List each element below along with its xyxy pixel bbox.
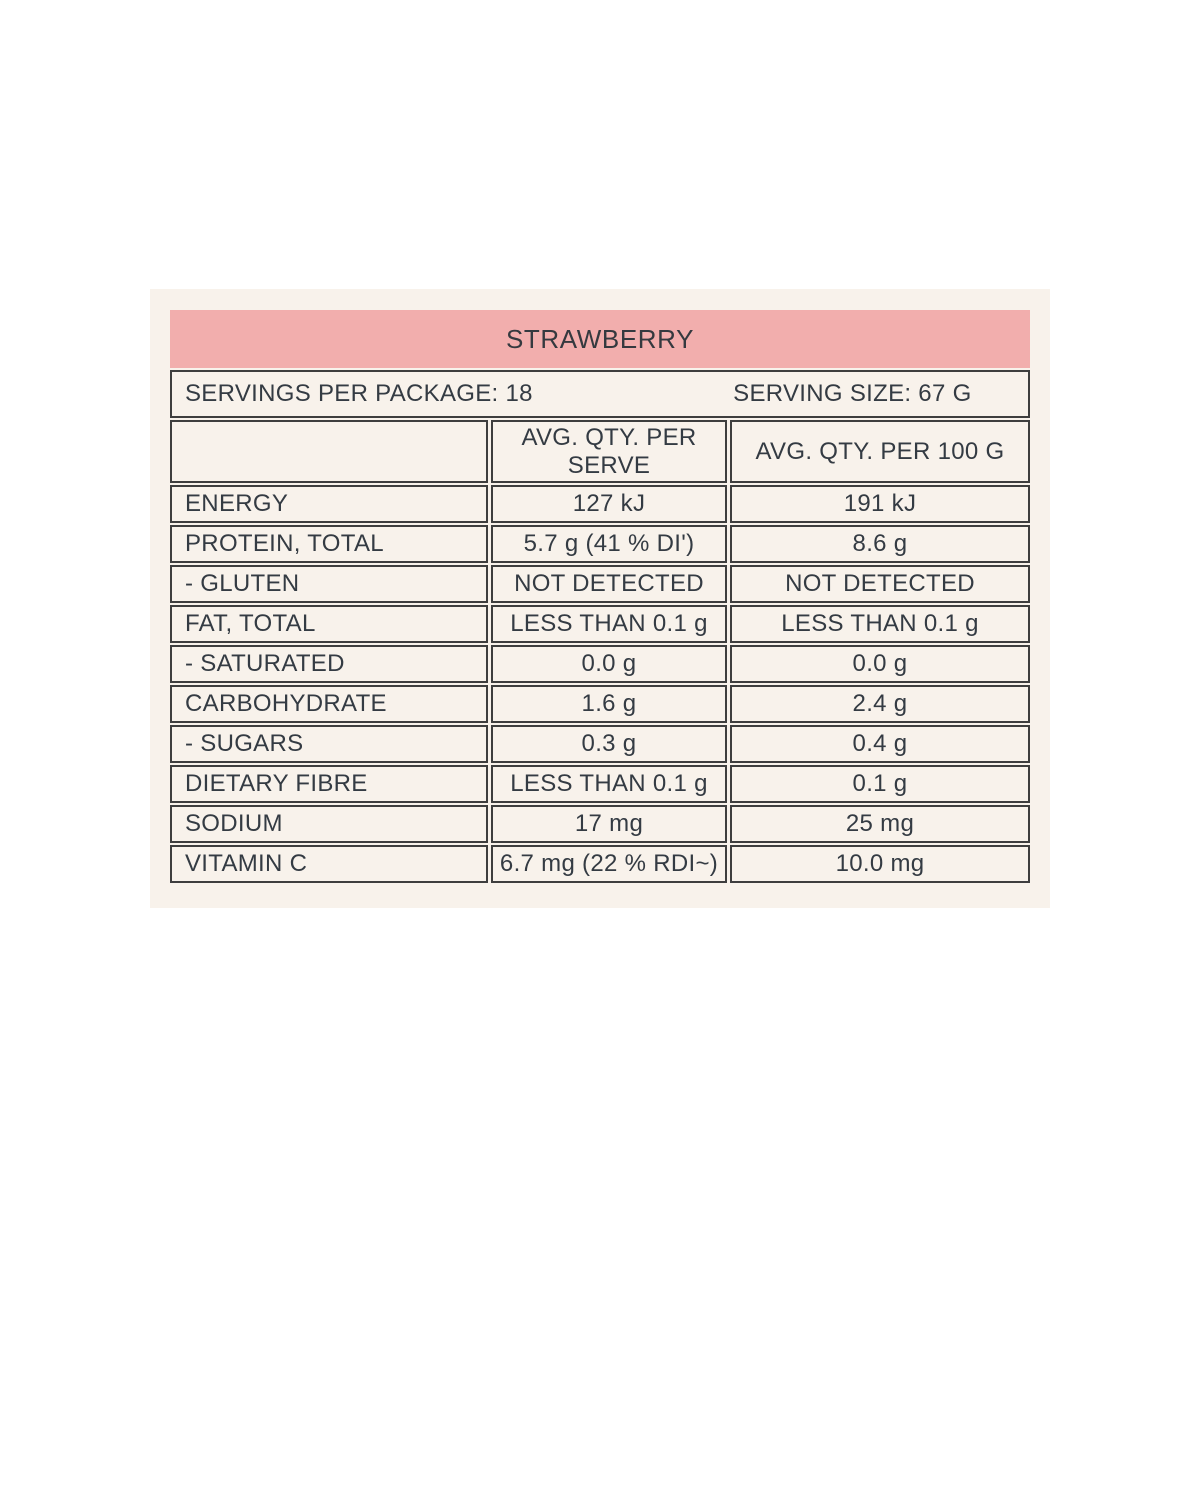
nutrient-value-per-100g: 0.4 g (730, 725, 1030, 763)
nutrition-table (170, 420, 1030, 883)
nutrient-label: CARBOHYDRATE (170, 685, 488, 723)
nutrient-value-per-serve: 127 kJ (491, 485, 727, 523)
nutrient-value-per-serve: 0.0 g (491, 645, 727, 683)
nutrient-label: DIETARY FIBRE (170, 765, 488, 803)
column-header-nutrient (170, 420, 488, 483)
flavor-title: STRAWBERRY (505, 323, 695, 354)
flavor-title-band (170, 310, 1030, 368)
nutrient-value-per-100g: 25 mg (730, 805, 1030, 843)
nutrient-value-per-100g: 0.1 g (730, 765, 1030, 803)
nutrient-value-per-serve: 0.3 g (491, 725, 727, 763)
nutrient-value-per-100g: NOT DETECTED (730, 565, 1030, 603)
nutrient-value-per-serve: 1.6 g (491, 685, 727, 723)
nutrient-label: - SUGARS (170, 725, 488, 763)
nutrient-label: PROTEIN, TOTAL (170, 525, 488, 563)
serving-size-text: SERVING SIZE: 67 G (733, 380, 972, 407)
nutrient-label: SODIUM (170, 805, 488, 843)
nutrient-value-per-100g: LESS THAN 0.1 g (730, 605, 1030, 643)
servings-info-row (170, 370, 1030, 418)
nutrient-label: FAT, TOTAL (170, 605, 488, 643)
nutrient-value-per-serve: NOT DETECTED (491, 565, 727, 603)
nutrient-value-per-serve: 17 mg (491, 805, 727, 843)
nutrient-value-per-100g: 8.6 g (730, 525, 1030, 563)
nutrient-value-per-serve: 5.7 g (41 % DI') (491, 525, 727, 563)
nutrient-label: - GLUTEN (170, 565, 488, 603)
column-header-per-100g: AVG. QTY. PER 100 G (730, 420, 1030, 483)
nutrient-value-per-serve: LESS THAN 0.1 g (491, 605, 727, 643)
nutrient-value-per-100g: 0.0 g (730, 645, 1030, 683)
nutrient-value-per-100g: 10.0 mg (730, 845, 1030, 883)
nutrient-value-per-serve: LESS THAN 0.1 g (491, 765, 727, 803)
nutrient-value-per-100g: 191 kJ (730, 485, 1030, 523)
column-header-per-serve: AVG. QTY. PER SERVE (491, 420, 727, 483)
servings-per-package-text: SERVINGS PER PACKAGE: 18 (185, 380, 533, 407)
nutrient-value-per-serve: 6.7 mg (22 % RDI~) (491, 845, 727, 883)
nutrition-panel-card (150, 289, 1050, 908)
nutrient-label: - SATURATED (170, 645, 488, 683)
nutrient-label: ENERGY (170, 485, 488, 523)
nutrient-value-per-100g: 2.4 g (730, 685, 1030, 723)
nutrient-label: VITAMIN C (170, 845, 488, 883)
